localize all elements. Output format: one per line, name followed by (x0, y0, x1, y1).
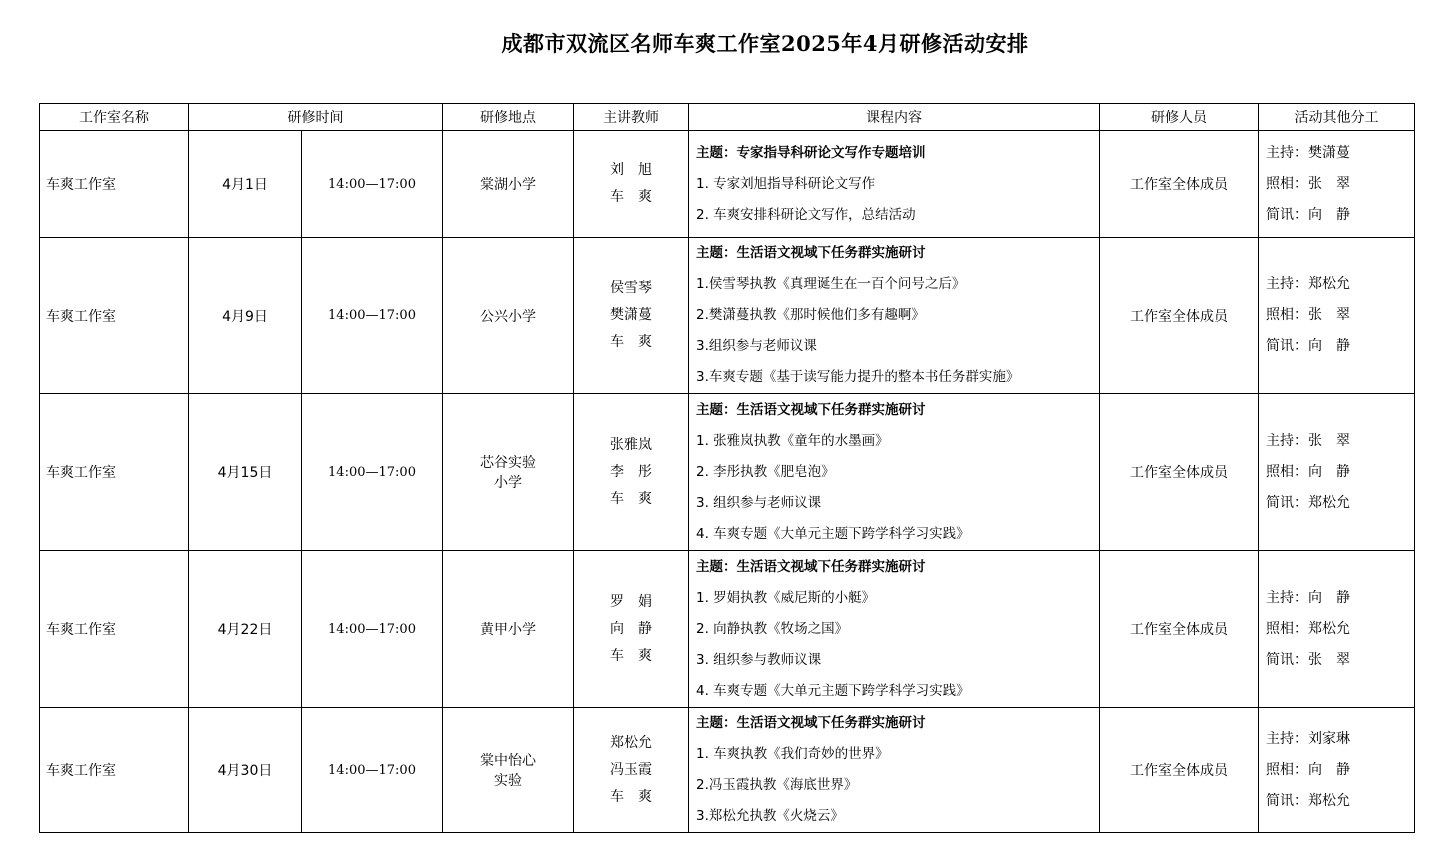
time-cell: 14:00—17:00 (302, 238, 443, 394)
location-line: 芯谷实验 (480, 455, 536, 471)
content-item: 1. 专家刘旭指导科研论文写作 (696, 175, 876, 192)
members-cell: 工作室全体成员 (1100, 238, 1259, 394)
studio-cell: 车爽工作室 (40, 708, 189, 833)
content-topic: 主题：生活语文视域下任务群实施研讨 (696, 401, 926, 418)
header-teacher: 主讲教师 (574, 104, 689, 131)
duty-line: 主持：刘家琳 (1266, 730, 1350, 747)
content-item: 2. 向静执教《牧场之国》 (696, 620, 849, 637)
teacher-name: 刘 旭 (610, 162, 652, 178)
date-cell: 4月9日 (189, 238, 302, 394)
teacher-cell (574, 238, 689, 394)
teacher-name: 车 爽 (610, 189, 652, 205)
content-topic: 主题：专家指导科研论文写作专题培训 (696, 144, 926, 161)
location-cell (443, 394, 574, 551)
header-studio: 工作室名称 (40, 104, 189, 131)
content-item: 1. 车爽执教《我们奇妙的世界》 (696, 746, 889, 762)
teacher-cell (574, 131, 689, 238)
teacher-name: 郑松允 (610, 734, 652, 751)
teacher-name: 车 爽 (610, 788, 652, 805)
duty-line: 简讯：郑松允 (1266, 792, 1350, 809)
teacher-name: 冯玉霞 (610, 761, 652, 778)
content-item: 2. 李彤执教《肥皂泡》 (696, 463, 835, 480)
location-cell (443, 708, 574, 833)
teacher-name: 车 爽 (610, 647, 652, 664)
content-cell (689, 394, 1100, 551)
header-members: 研修人员 (1100, 104, 1259, 131)
content-topic: 主题：生活语文视域下任务群实施研讨 (696, 245, 926, 261)
duties-cell (1259, 238, 1415, 394)
time-cell: 14:00—17:00 (302, 551, 443, 708)
time-cell: 14:00—17:00 (302, 131, 443, 238)
date-cell: 4月30日 (189, 708, 302, 833)
studio-cell: 车爽工作室 (40, 131, 189, 238)
duty-line: 照相：张 翠 (1266, 307, 1350, 323)
content-cell (689, 708, 1100, 833)
duty-line: 照相：张 翠 (1266, 175, 1350, 192)
table-row (40, 238, 1415, 394)
content-item: 3.组织参与老师议课 (696, 338, 817, 354)
duty-line: 主持：樊潇蔓 (1266, 144, 1350, 161)
duty-line: 简讯：向 静 (1266, 338, 1350, 354)
teacher-name: 罗 娟 (610, 593, 652, 610)
content-item: 1.侯雪琴执教《真理诞生在一百个问号之后》 (696, 276, 966, 292)
location-line: 黄甲小学 (480, 622, 536, 638)
members-cell: 工作室全体成员 (1100, 708, 1259, 833)
header-location: 研修地点 (443, 104, 574, 131)
duty-line: 主持：向 静 (1266, 589, 1350, 606)
teacher-name: 侯雪琴 (610, 280, 652, 296)
teacher-name: 向 静 (610, 620, 652, 637)
duty-line: 简讯：张 翠 (1266, 651, 1350, 668)
time-cell: 14:00—17:00 (302, 394, 443, 551)
content-item: 2.冯玉霞执教《海底世界》 (696, 777, 858, 793)
content-item: 2.樊潇蔓执教《那时候他们多有趣啊》 (696, 307, 925, 323)
teacher-name: 车 爽 (610, 490, 652, 507)
content-item: 3.郑松允执教《火烧云》 (696, 808, 844, 824)
members-cell: 工作室全体成员 (1100, 551, 1259, 708)
location-cell (443, 551, 574, 708)
teacher-name: 樊潇蔓 (610, 307, 652, 323)
duties-cell (1259, 708, 1415, 833)
duty-line: 照相：向 静 (1266, 463, 1350, 480)
location-line: 棠中怡心 (480, 753, 536, 769)
header-duties: 活动其他分工 (1259, 104, 1415, 131)
location-cell (443, 131, 574, 238)
duty-line: 照相：郑松允 (1266, 620, 1350, 637)
content-item: 1. 罗娟执教《威尼斯的小艇》 (696, 589, 876, 606)
studio-cell: 车爽工作室 (40, 238, 189, 394)
table-row (40, 551, 1415, 708)
content-item: 2. 车爽安排科研论文写作，总结活动 (696, 206, 916, 223)
content-topic: 主题：生活语文视域下任务群实施研讨 (696, 558, 926, 575)
location-line: 实验 (494, 773, 522, 789)
table-row (40, 708, 1415, 833)
duty-line: 简讯：郑松允 (1266, 494, 1350, 511)
duties-cell (1259, 394, 1415, 551)
duty-line: 主持：郑松允 (1266, 276, 1350, 292)
content-cell (689, 238, 1100, 394)
teacher-name: 车 爽 (610, 334, 652, 350)
duty-line: 主持：张 翠 (1266, 432, 1350, 449)
schedule-table (39, 103, 1415, 833)
location-line: 公兴小学 (480, 308, 536, 325)
content-item: 4. 车爽专题《大单元主题下跨学科学习实践》 (696, 525, 970, 542)
content-item: 3. 组织参与教师议课 (696, 651, 822, 668)
location-line: 小学 (494, 475, 522, 491)
duties-cell (1259, 131, 1415, 238)
location-cell (443, 238, 574, 394)
table-row (40, 131, 1415, 238)
content-item: 1. 张雅岚执教《童年的水墨画》 (696, 432, 889, 449)
studio-cell: 车爽工作室 (40, 394, 189, 551)
date-cell: 4月15日 (189, 394, 302, 551)
teacher-name: 张雅岚 (610, 436, 652, 453)
header-content: 课程内容 (689, 104, 1100, 131)
content-item: 3.车爽专题《基于读写能力提升的整本书任务群实施》 (696, 369, 1020, 385)
teacher-cell (574, 708, 689, 833)
members-cell: 工作室全体成员 (1100, 131, 1259, 238)
content-cell (689, 551, 1100, 708)
duty-line: 照相：向 静 (1266, 761, 1350, 778)
table-row (40, 394, 1415, 551)
location-line: 棠湖小学 (480, 177, 536, 193)
duty-line: 简讯：向 静 (1266, 206, 1350, 223)
content-item: 4. 车爽专题《大单元主题下跨学科学习实践》 (696, 682, 970, 699)
duties-cell (1259, 551, 1415, 708)
content-topic: 主题：生活语文视域下任务群实施研讨 (696, 715, 926, 731)
teacher-name: 李 彤 (610, 463, 652, 480)
header-time: 研修时间 (189, 104, 443, 131)
content-item: 3. 组织参与老师议课 (696, 494, 822, 511)
teacher-cell (574, 551, 689, 708)
members-cell: 工作室全体成员 (1100, 394, 1259, 551)
date-cell: 4月1日 (189, 131, 302, 238)
time-cell: 14:00—17:00 (302, 708, 443, 833)
page-title: 成都市双流区名师车爽工作室2025年4月研修活动安排 (501, 31, 1029, 56)
studio-cell: 车爽工作室 (40, 551, 189, 708)
content-cell (689, 131, 1100, 238)
date-cell: 4月22日 (189, 551, 302, 708)
teacher-cell (574, 394, 689, 551)
header-row (40, 104, 1415, 131)
